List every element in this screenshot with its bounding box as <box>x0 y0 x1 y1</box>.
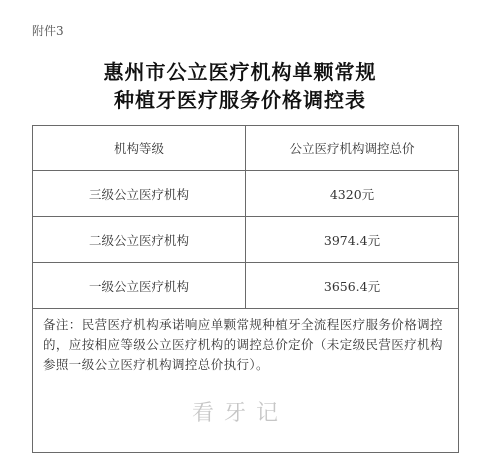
title-line-2: 种植牙医疗服务价格调控表 <box>114 88 366 112</box>
header-level: 机构等级 <box>33 126 246 171</box>
note-text: 备注：民营医疗机构承诺响应单颗常规种植牙全流程医疗服务价格调控的，应按相应等级公立医疗机构的调控总价定价（未定级民营医疗机构参照一级公立医疗机构调控总价执行）。 <box>33 309 459 453</box>
header-price: 公立医疗机构调控总价 <box>246 126 459 171</box>
attachment-label: 附件3 <box>32 24 64 38</box>
watermark: 看牙记 <box>191 401 288 426</box>
note-row <box>33 309 459 453</box>
table-header-row <box>33 126 459 171</box>
table-row <box>33 171 459 217</box>
price-cell: 3974.4元 <box>246 217 459 263</box>
level-cell: 三级公立医疗机构 <box>33 171 246 217</box>
table-row <box>33 263 459 309</box>
price-cell: 4320元 <box>246 171 459 217</box>
title-line-1: 惠州市公立医疗机构单颗常规 <box>103 60 377 84</box>
price-cell: 3656.4元 <box>246 263 459 309</box>
level-cell: 二级公立医疗机构 <box>33 217 246 263</box>
table-row <box>33 217 459 263</box>
level-cell: 一级公立医疗机构 <box>33 263 246 309</box>
